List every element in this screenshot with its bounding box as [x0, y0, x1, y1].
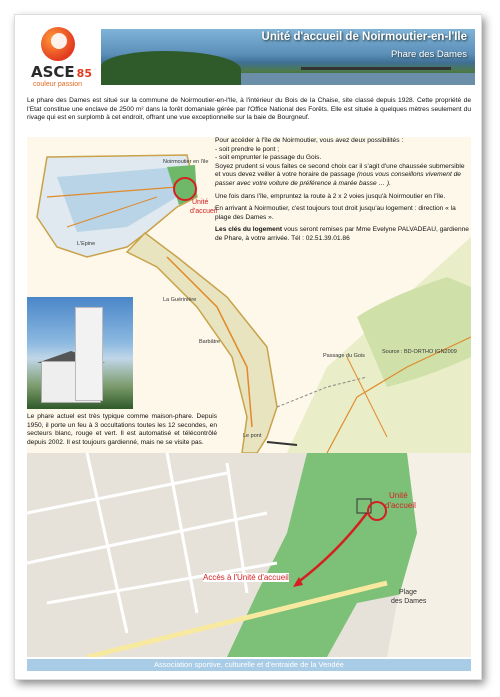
- street-map: [27, 453, 471, 657]
- asce-logo: [31, 27, 97, 95]
- label-gois: Passage du Gois: [323, 353, 365, 359]
- lighthouse-description: Le phare actuel est très typique comme maison-phare. Depuis 1950, il porte un feu à 3 occultations toutes les 12 secondes, en secteurs blanc, rouge et vert. Il est automatisé et télécontrôlé depuis 2002. Il est toujours gardienné, mais ne se visite pas.: [27, 413, 217, 446]
- footer-bar: Association sportive, culturelle et d'entraide de la Vendée: [27, 659, 471, 671]
- beach-label-2: des Dames: [391, 598, 427, 605]
- flyer-page: [14, 14, 482, 680]
- unit-marker-ring: [173, 177, 197, 201]
- intro-paragraph: Le phare des Dames est situé sur la commune de Noirmoutier-en-l'Ile, à l'intérieur du Bois de la Chaise, site classé depuis 1928. Cette propriété de l'Etat constitue une enclave de 2500 m² dans la forêt domaniale gérée par l'Office National des Forêts. Elle est située à quelques mètres seulement du rivage qui est en surplomb à cet endroit, offrant une vue exceptionnelle sur la baie de Bourgneuf.: [27, 97, 471, 122]
- label-epine: L'Epine: [77, 241, 96, 247]
- label-gueriniere: La Guérinière: [163, 297, 197, 303]
- directions-text: Pour accéder à l'île de Noirmoutier, vous avez deux possibilités : - soit prendre le pont ; - soit emprunter le passage du Gois. Soyez prudent si vous faites ce second choix car il s'agit d'une chaussée submersible et vous devez veiller à votre horaire de passage (nous vous conseillons vivement de passer avec votre voiture de préférence à marée basse … ). Une fois dans l'île, empruntez la route à 2 x 2 voies jusqu'à Noirmoutier en l'île. En arrivant à Noirmoutier, c'est toujours tout droit jusqu'au logement : direction « la plage des Dames ». Les clés du logement vous seront remises par Mme Evelyne PALVADEAU, gardienne de Phare, à votre arrivée. Tél : 02.51.39.01.86: [215, 137, 469, 242]
- lighthouse-photo: [27, 297, 133, 409]
- logo-sun-icon: [41, 27, 75, 61]
- label-noirmoutier: Noirmoutier en l'ile: [163, 159, 209, 165]
- street-unit-label-2: d'accueil: [385, 501, 416, 510]
- label-unit-2: d'accueil: [190, 208, 218, 215]
- beach-label-1: Plage: [399, 589, 417, 596]
- access-label: Accès à l'Unité d'accueil: [203, 573, 289, 582]
- logo-name: ASCE 85: [31, 63, 92, 81]
- map-source: Source : BD-ORTHO IGN2009: [382, 349, 457, 355]
- street-unit-label-1: Unité: [389, 491, 408, 500]
- label-barbatre: Barbâtre: [199, 339, 221, 345]
- header-banner: [101, 29, 475, 85]
- street-unit-marker: [367, 501, 387, 521]
- street-map-drawing: [27, 453, 471, 657]
- page-subtitle: Phare des Dames: [390, 49, 467, 60]
- label-unit-1: Unité: [192, 199, 209, 206]
- label-pont: Le pont: [243, 433, 262, 439]
- page-title: Unité d'accueil de Noirmoutier-en-l'Ile: [261, 31, 467, 43]
- logo-tagline: couleur passion: [33, 81, 83, 88]
